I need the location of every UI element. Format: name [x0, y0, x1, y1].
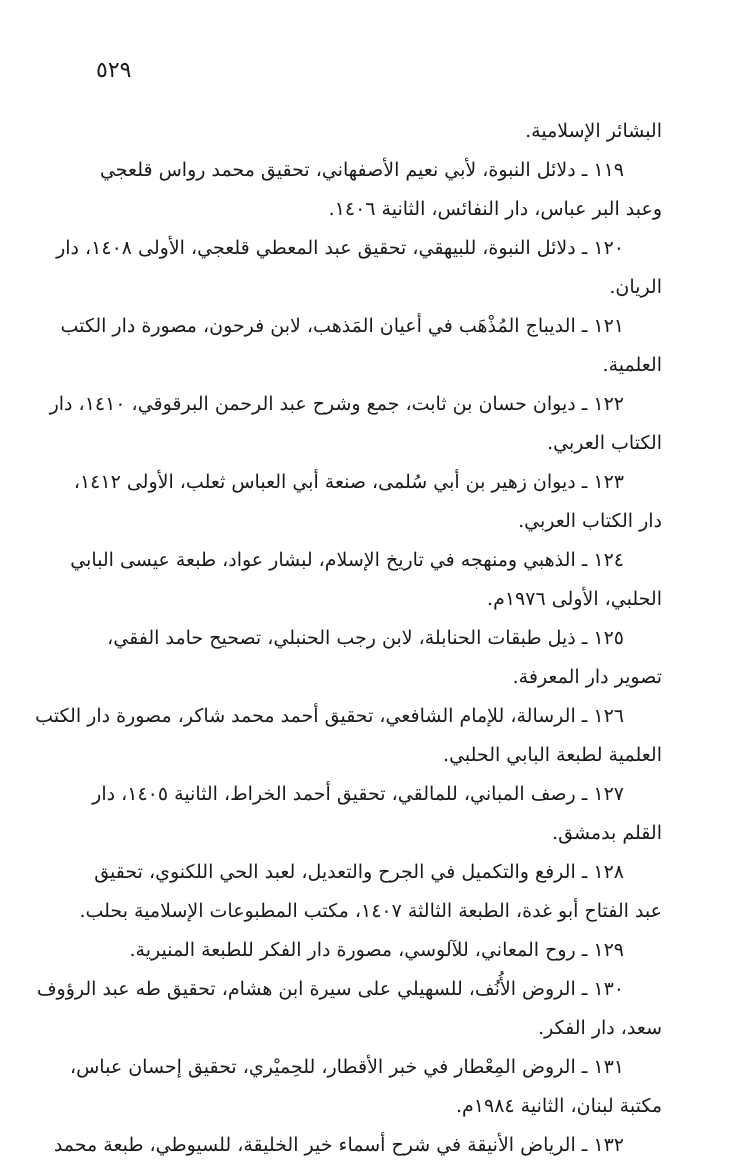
entry-line: سعد، دار الفكر. [538, 1017, 662, 1039]
bibliography-entry-121 [60, 307, 662, 385]
bibliography-entry-122 [49, 385, 662, 463]
bibliography-entry-131 [69, 1048, 662, 1126]
entry-line: عبد الفتاح أبو غدة، الطبعة الثالثة ١٤٠٧، مكتب المطبوعات الإسلامية بحلب. [79, 900, 662, 922]
bibliography-entry-125 [92, 619, 662, 697]
entry-line: القلم بدمشق. [552, 822, 662, 844]
bibliography-entry-127 [92, 775, 662, 853]
bibliography-entry-123 [73, 463, 662, 541]
entry-line: ١٢٦ ـ الرسالة، للإمام الشافعي، تحقيق أحمد محمد شاكر، مصورة دار الكتب [35, 705, 624, 727]
bibliography-entry-126 [35, 697, 662, 775]
entry-line: ١٢٤ ـ الذهبي ومنهجه في تاريخ الإسلام، لبشار عواد، طبعة عيسى البابي [70, 549, 624, 571]
bibliography-list [35, 112, 662, 1165]
bibliography-entry-124 [70, 541, 662, 619]
entry-line: ١٣٢ ـ الرياض الأنيقة في شرح أسماء خير الخليقة، للسيوطي، طبعة محمد [53, 1134, 624, 1156]
entry-line: العلمية لطبعة البابي الحلبي. [443, 744, 662, 766]
entry-line: ١٢١ ـ الديباج المُذْهَب في أعيان المَذهب، لابن فرحون، مصورة دار الكتب [60, 315, 624, 337]
entry-line: الريان. [609, 276, 662, 298]
entry-line: ١٢٨ ـ الرفع والتكميل في الجرح والتعديل، لعبد الحي اللكنوي، تحقيق [94, 861, 624, 883]
entry-line: ١٢٣ ـ ديوان زهير بن أبي سُلمى، صنعة أبي العباس ثعلب، الأولى ١٤١٢، [73, 471, 624, 493]
entry-line: ١١٩ ـ دلائل النبوة، لأبي نعيم الأصفهاني، تحقيق محمد رواس قلعجي [99, 159, 624, 181]
bibliography-entry-128 [79, 853, 662, 931]
entry-line: مكتبة لبنان، الثانية ١٩٨٤م. [455, 1095, 662, 1117]
entry-line: دار الكتاب العربي. [518, 510, 662, 532]
entry-line: ١٣٠ ـ الروض الأُنُف، للسهيلي على سيرة ابن هشام، تحقيق طه عبد الرؤوف [36, 978, 624, 1000]
entry-line: ١٢٥ ـ ذيل طبقات الحنابلة، لابن رجب الحنبلي، تصحيح حامد الفقي، [107, 627, 624, 649]
bibliography-entry-129 [92, 931, 662, 970]
entry-line: الحلبي، الأولى ١٩٧٦م. [487, 588, 662, 610]
entry-line: ١٢٧ ـ رصف المباني، للمالقي، تحقيق أحمد الخراط، الثانية ١٤٠٥، دار [92, 783, 624, 805]
bibliography-entry-120 [56, 229, 662, 307]
entry-line: تصوير دار المعرفة. [512, 666, 662, 688]
bibliography-entry-119 [92, 151, 662, 229]
bibliography-entry-130 [36, 970, 662, 1048]
entry-line: وعبد البر عباس، دار النفائس، الثانية ١٤٠٦. [328, 198, 662, 220]
entry-line: ١٢٩ ـ روح المعاني، للآلوسي، مصورة دار الفكر للطبعة المنيرية. [129, 939, 624, 961]
entry-line: ١٣١ ـ الروض المِعْطار في خبر الأقطار، للحِميْري، تحقيق إحسان عباس، [69, 1056, 624, 1078]
entry-line: ١٢٢ ـ ديوان حسان بن ثابت، جمع وشرح عبد الرحمن البرقوقي، ١٤١٠، دار [49, 393, 624, 415]
entry-line: ١٢٠ ـ دلائل النبوة، للبيهقي، تحقيق عبد المعطي قلعجي، الأولى ١٤٠٨، دار [56, 237, 624, 259]
entry-line: الكتاب العربي. [547, 432, 662, 454]
bibliography-entry-132 [53, 1126, 662, 1165]
opening-line: البشائر الإسلامية. [525, 120, 662, 142]
page-number: ٥٢٩ [96, 58, 132, 83]
entry-line: العلمية. [602, 354, 662, 376]
